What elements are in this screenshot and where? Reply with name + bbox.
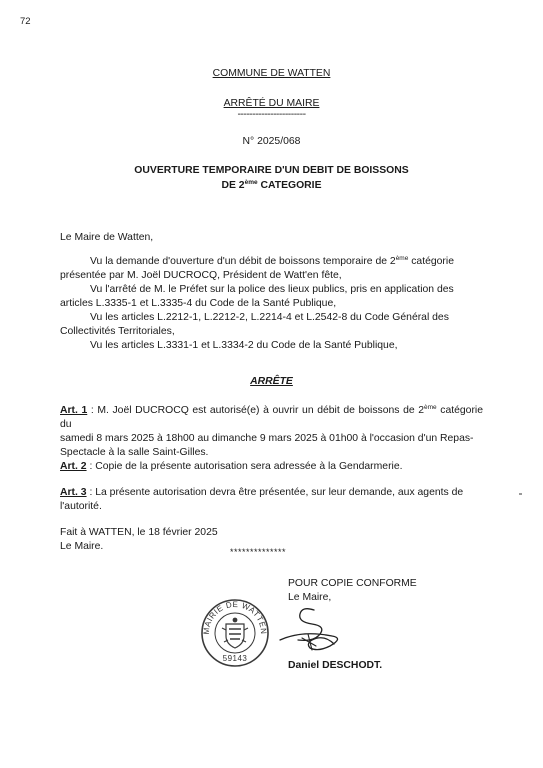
coat-of-arms-icon <box>222 618 248 648</box>
margin-tick <box>519 493 522 495</box>
consideration-1-cont: présentée par M. Joël DUCROCQ, Président de Watt'en fête, <box>60 270 342 281</box>
page-number: 72 <box>20 16 31 27</box>
decision-heading: ARRÊTE <box>250 376 293 387</box>
considerations <box>60 255 483 353</box>
mayor-signature <box>272 600 362 660</box>
mayor-name: Daniel DESCHODT. <box>288 660 383 671</box>
consideration-2: Vu l'arrêté de M. le Préfet sur la police des lieux publics, pris en application des <box>90 284 454 295</box>
article-3-label: Art. 3 <box>60 487 87 498</box>
consideration-3: Vu les articles L.2212-1, L.2212-2, L.2214-4 et L.2542-8 du Code Général des <box>90 312 449 323</box>
decree-title-line2: DE 2ème CATEGORIE <box>221 179 322 191</box>
article-2: Art. 2 : Copie de la présente autorisation sera adressée à la Gendarmerie. <box>60 461 403 472</box>
article-1-label: Art. 1 <box>60 405 88 416</box>
consideration-2-cont: articles L.3335-1 et L.3335-4 du Code de la Santé Publique, <box>60 298 337 309</box>
commune-heading: COMMUNE DE WATTEN <box>212 68 331 79</box>
article-1: Art. 1 : M. Joël DUCROCQ est autorisé(e) à ouvrir un débit de boissons de 2ème catégorie du samedi 8 mars 2025 à 18h00 au dimanche 9 mars 2025 à 01h00 à l'occasion d'un Repas- Spectacle à la salle Saint-Gilles. <box>60 404 483 458</box>
copy-note: POUR COPIE CONFORME <box>288 578 417 589</box>
consideration-4: Vu les articles L.3331-1 et L.3334-2 du Code de la Santé Publique, <box>90 340 398 351</box>
stamp-postcode: 59143 <box>222 654 248 663</box>
stamp-top-text: MAIRIE DE WATTEN <box>201 599 269 635</box>
divider: ----------------------- <box>237 109 306 120</box>
article-3: Art. 3 : La présente autorisation devra être présentée, sur leur demande, aux agents de l'autorité. <box>60 487 464 512</box>
consideration-3-cont: Collectivités Territoriales, <box>60 326 175 337</box>
document-type: ARRÊTÉ DU MAIRE <box>223 98 320 109</box>
consideration-1: Vu la demande d'ouverture d'un débit de boissons temporaire de 2ème catégorie <box>90 255 454 267</box>
copy-signatory: Le Maire, <box>288 592 332 603</box>
article-2-label: Art. 2 <box>60 461 87 472</box>
place-date: Fait à WATTEN, le 18 février 2025 <box>60 527 218 538</box>
decree-title-line1: OUVERTURE TEMPORAIRE D'UN DEBIT DE BOISSONS <box>134 165 409 176</box>
signatory: Le Maire. <box>60 541 104 552</box>
mairie-stamp <box>200 598 270 668</box>
decree-number: N° 2025/068 <box>242 136 301 147</box>
salutation: Le Maire de Watten, <box>60 232 154 243</box>
stars-separator: ************** <box>230 547 287 557</box>
